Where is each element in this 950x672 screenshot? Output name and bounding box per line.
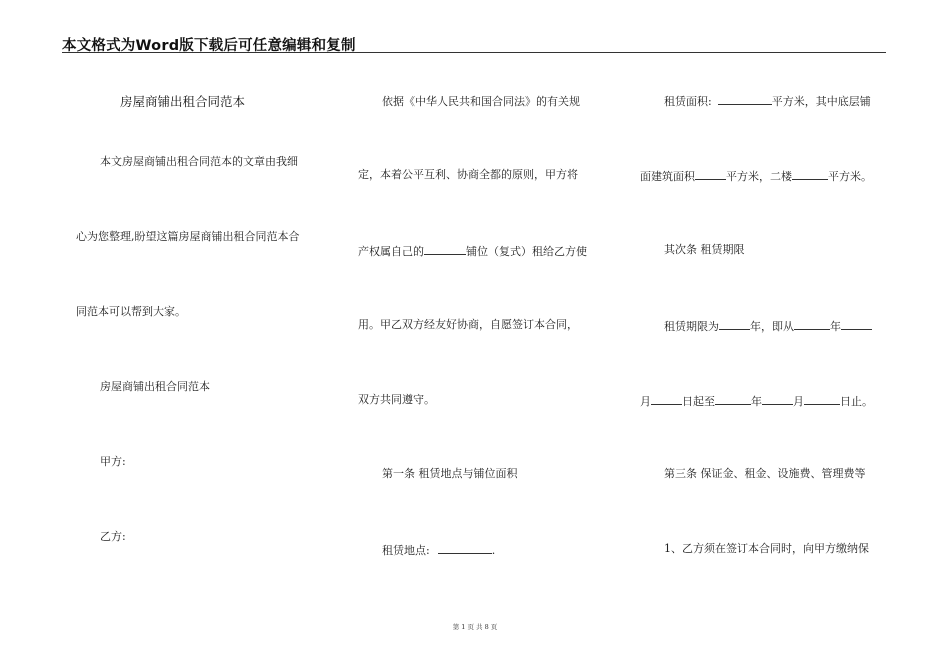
article-3-heading: 第三条 保证金、租金、设施费、管理费等 (664, 467, 866, 480)
intro-line-3: 同范本可以帮到大家。 (76, 305, 186, 318)
preamble-line-4: 用。甲乙双方经友好协商，自愿签订本合同， (358, 318, 578, 331)
end-year-blank (715, 393, 751, 405)
rental-area-blank (718, 93, 772, 105)
middle-column (358, 0, 606, 672)
rental-location-end: . (491, 544, 496, 557)
lease-term-label: 租赁期限为 (664, 320, 719, 333)
rental-location-line (382, 542, 495, 558)
rental-area-line (664, 93, 871, 109)
building-area-end: 平方米。 (828, 170, 872, 183)
building-area-label: 面建筑面积 (640, 170, 695, 183)
left-column (76, 0, 324, 672)
building-area-mid: 平方米，二楼 (726, 170, 792, 183)
start-day-blank (651, 393, 682, 405)
start-month-blank (841, 318, 872, 330)
lease-term-mid: 年，即从 (750, 320, 794, 333)
document-header-banner: 本文格式为Word版下载后可任意编辑和复制 (62, 38, 356, 54)
article-2-heading: 其次条 租赁期限 (664, 243, 745, 256)
lease-dates-line (640, 393, 873, 409)
rental-area-mid: 平方米，其中底层铺 (771, 95, 871, 108)
lease-term-line (664, 318, 872, 334)
lease-years-blank (719, 318, 750, 330)
end-day-blank (804, 393, 840, 405)
preamble-line-5: 双方共同遵守。 (358, 393, 435, 406)
rental-location-blank (438, 542, 492, 554)
shop-owner-blank (424, 243, 466, 255)
end-month-blank (762, 393, 793, 405)
lease-dates-end: 日止。 (840, 395, 873, 408)
rental-location-label: 租赁地点: (382, 544, 430, 557)
preamble-line-1: 依据《中华人民共和国合同法》的有关规 (382, 95, 580, 108)
lease-dates-month-2: 月 (793, 395, 804, 408)
lease-dates-until: 日起至 (682, 395, 715, 408)
contract-name: 房屋商铺出租合同范本 (100, 380, 210, 393)
lease-dates-month: 月 (640, 395, 651, 408)
preamble-line-3-start: 产权属自己的 (358, 245, 424, 258)
rental-area-label: 租赁面积: (664, 95, 712, 108)
preamble-line-2: 定，本着公平互利、协商全都的原则，甲方将 (358, 168, 578, 181)
intro-line-2: 心为您整理,盼望这篇房屋商铺出租合同范本合 (76, 230, 300, 243)
preamble-line-3-end: 铺位（复式）租给乙方使 (466, 245, 587, 258)
article-1-heading: 第一条 租赁地点与铺位面积 (382, 467, 518, 480)
building-area-line (640, 168, 872, 184)
clause-1-line: 1、乙方须在签订本合同时，向甲方缴纳保 (664, 542, 869, 555)
preamble-line-3 (358, 243, 587, 259)
page-indicator: 第 1 页 共 8 页 (452, 623, 498, 631)
lease-dates-year: 年 (751, 395, 762, 408)
party-b-label: 乙方: (100, 530, 126, 543)
second-floor-area-blank (792, 168, 828, 180)
lease-term-year: 年 (830, 320, 841, 333)
right-column (640, 0, 888, 672)
ground-floor-area-blank (695, 168, 726, 180)
start-year-blank (794, 318, 830, 330)
party-a-label: 甲方: (100, 455, 126, 468)
document-title: 房屋商铺出租合同范本 (120, 94, 246, 109)
intro-line-1: 本文房屋商铺出租合同范本的文章由我细 (100, 155, 298, 168)
